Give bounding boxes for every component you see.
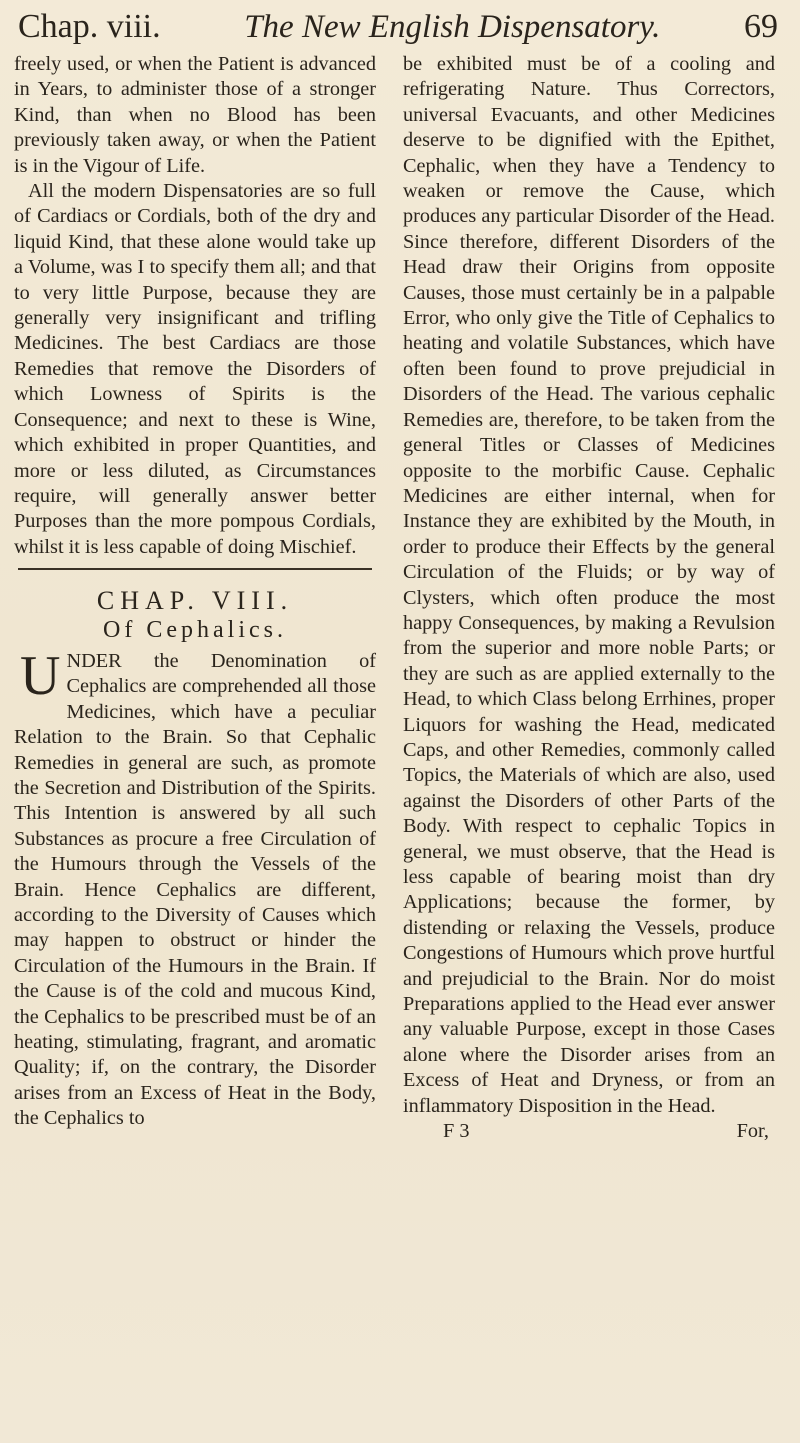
left-paragraph-3-text: NDER the Denomination of Cephalics are comprehended all those Medicines, which have a peculiar Relation to the Brain. So that Cephalic Remedies in general are such, as promote the Secretion and Distribution of the Spirits. This Intention is answered by all such Substances as procure a free Circulation of the Humours through the Vessels of the Brain. Hence Cephalics are different, according to the Diversity of Causes which may happen to obstruct or hinder the Circulation of the Humours in the Brain. If the Cause is of the cold and mucous Kind, the Cephalics to be prescribed must be of an heating, stimulating, fragrant, and aromatic Quality; if, on the contrary, the Disorder arises from an Excess of Heat in the Body, the Cephalics to — [14, 649, 376, 1130]
right-column — [403, 52, 775, 1144]
chapter-subheading: Of Cephalics. — [103, 616, 287, 643]
signature-mark: F 3 — [443, 1120, 470, 1143]
left-column — [14, 52, 376, 1132]
page-footer — [403, 1119, 775, 1144]
right-paragraph-1: be exhibited must be of a cooling and refrigerating Nature. Thus Correctors, universal Evacuants, and other Medicines deserve to be dignified with the Epithet, Cephalic, when they have a Tendency to weaken or remove the Cause, which produces any particular Disorder of the Head. Since therefore, different Disorders of the Head draw their Origins from opposite Causes, those must certainly be in a palpable Error, who only give the Title of Cephalics to heating and volatile Substances, which have often been found to prove prejudicial in Disorders of the Head. The various cephalic Remedies are, therefore, to be taken from the general Titles or Classes of Medicines opposite to the morbific Cause. Cephalic Medicines are either internal, when for Instance they are exhibited by the Mouth, in order to produce their Effects by the general Circulation of the Fluids; or by way of Clysters, which often produce the most happy Consequences, by making a Revulsion from the superior and more noble Parts; or they are such as are applied externally to the Head, to which Class belong Errhines, proper Liquors for washing the Head, medicated Caps, and other Remedies, commonly called Topics, the Materials of which are also, used against the Disorders of other Parts of the Body. With respect to cephalic Topics in general, we must observe, that the Head is less capable of bearing moist than dry Applications; because the former, by distending or relaxing the Vessels, produce Congestions of Humours which prove hurtful and prejudicial to the Brain. Nor do moist Preparations applied to the Head ever answer any valuable Purpose, except in those Cases alone where the Disorder arises from an Excess of Heat and Dryness, or from an inflammatory Disposition in the Head. — [403, 53, 775, 1117]
catchword: For, — [736, 1120, 769, 1143]
left-paragraph-3 — [14, 644, 376, 1132]
section-divider — [18, 568, 372, 570]
chapter-heading: CHAP. VIII. — [96, 586, 294, 616]
page-number: 69 — [743, 8, 778, 45]
left-paragraph-2: All the modern Dispensatories are so full of Cardiacs or Cordials, both of the dry and liquid Kind, that these alone would take up a Volume, was I to specify them all; and that to very little Purpose, because they are generally very insignificant and trifling Medicines. The best Cardiacs are those Remedies that remove the Disorders of which Lowness of Spirits is the Consequence; and next to these is Wine, which exhibited in proper Quantities, and more or less diluted, as Circumstances require, will generally answer better Purposes than the more pompous Cordials, whilst it is less capable of doing Mischief. — [14, 180, 376, 558]
book-title: The New English Dispensatory. — [244, 9, 661, 45]
chapter-number: Chap. viii. — [18, 8, 161, 45]
running-head — [18, 8, 778, 50]
left-paragraph-1: freely used, or when the Patient is advanced in Years, to administer those of a stronger Kind, than when no Blood has been previously taken away, or when the Patient is in the Vigour of Life. — [14, 53, 376, 177]
drop-cap: U — [20, 644, 61, 707]
